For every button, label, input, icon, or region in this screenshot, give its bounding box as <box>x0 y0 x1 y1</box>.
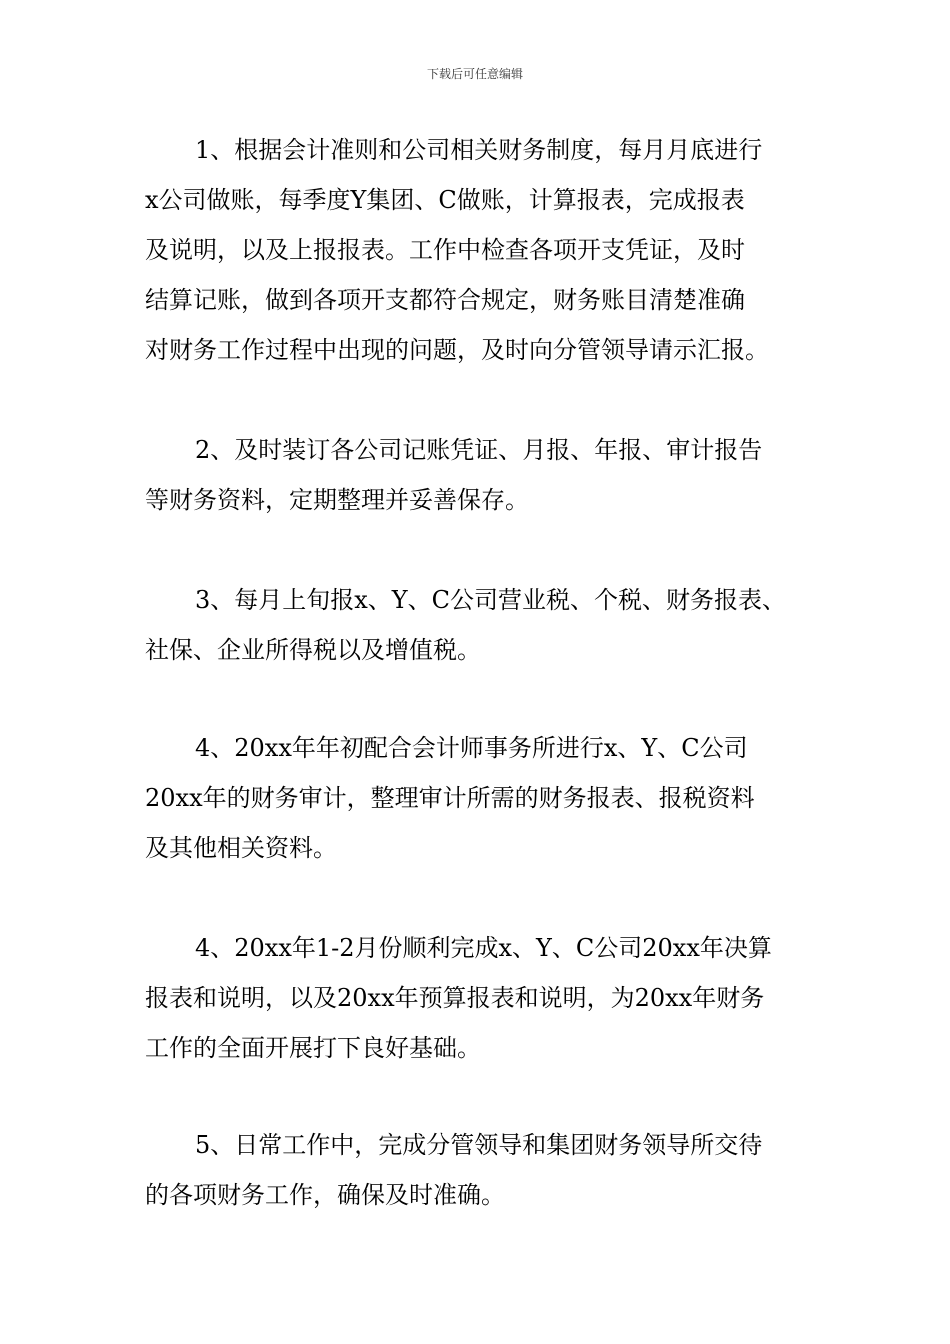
paragraph-5 <box>145 923 825 1073</box>
paragraph-2 <box>145 425 825 525</box>
paragraph-line: 工作的全面开展打下良好基础。 <box>145 1034 481 1062</box>
paragraph-line: 报表和说明，以及20xx年预算报表和说明，为20xx年财务 <box>145 984 765 1012</box>
paragraph-line: 对财务工作过程中出现的问题，及时向分管领导请示汇报。 <box>145 336 769 364</box>
page-header-note: 下载后可任意编辑 <box>426 67 523 81</box>
paragraph-line: 1、根据会计准则和公司相关财务制度，每月月底进行 <box>195 136 763 164</box>
paragraph-line: 4、20xx年1-2月份顺利完成x、Y、C公司20xx年决算 <box>195 934 772 962</box>
paragraph-1 <box>145 125 825 375</box>
paragraph-line: 3、每月上旬报x、Y、C公司营业税、个税、财务报表、 <box>195 586 787 614</box>
paragraph-line: 等财务资料，定期整理并妥善保存。 <box>145 486 529 514</box>
paragraph-line: 2、及时装订各公司记账凭证、月报、年报、审计报告 <box>195 436 763 464</box>
paragraph-line: 及其他相关资料。 <box>145 834 337 862</box>
paragraph-line: 5、日常工作中，完成分管领导和集团财务领导所交待 <box>195 1131 763 1159</box>
paragraph-line: 社保、企业所得税以及增值税。 <box>145 636 481 664</box>
paragraph-line: 的各项财务工作，确保及时准确。 <box>145 1181 505 1209</box>
paragraph-line: 结算记账，做到各项开支都符合规定，财务账目清楚准确 <box>145 286 745 314</box>
paragraph-line: 20xx年的财务审计，整理审计所需的财务报表、报税资料 <box>145 784 755 812</box>
paragraph-3 <box>145 575 825 675</box>
paragraph-6 <box>145 1120 825 1220</box>
paragraph-line: x公司做账，每季度Y集团、C做账，计算报表，完成报表 <box>145 186 745 214</box>
paragraph-line: 及说明，以及上报报表。工作中检查各项开支凭证，及时 <box>145 236 745 264</box>
paragraph-line: 4、20xx年年初配合会计师事务所进行x、Y、C公司 <box>195 734 748 762</box>
paragraph-4 <box>145 723 825 873</box>
